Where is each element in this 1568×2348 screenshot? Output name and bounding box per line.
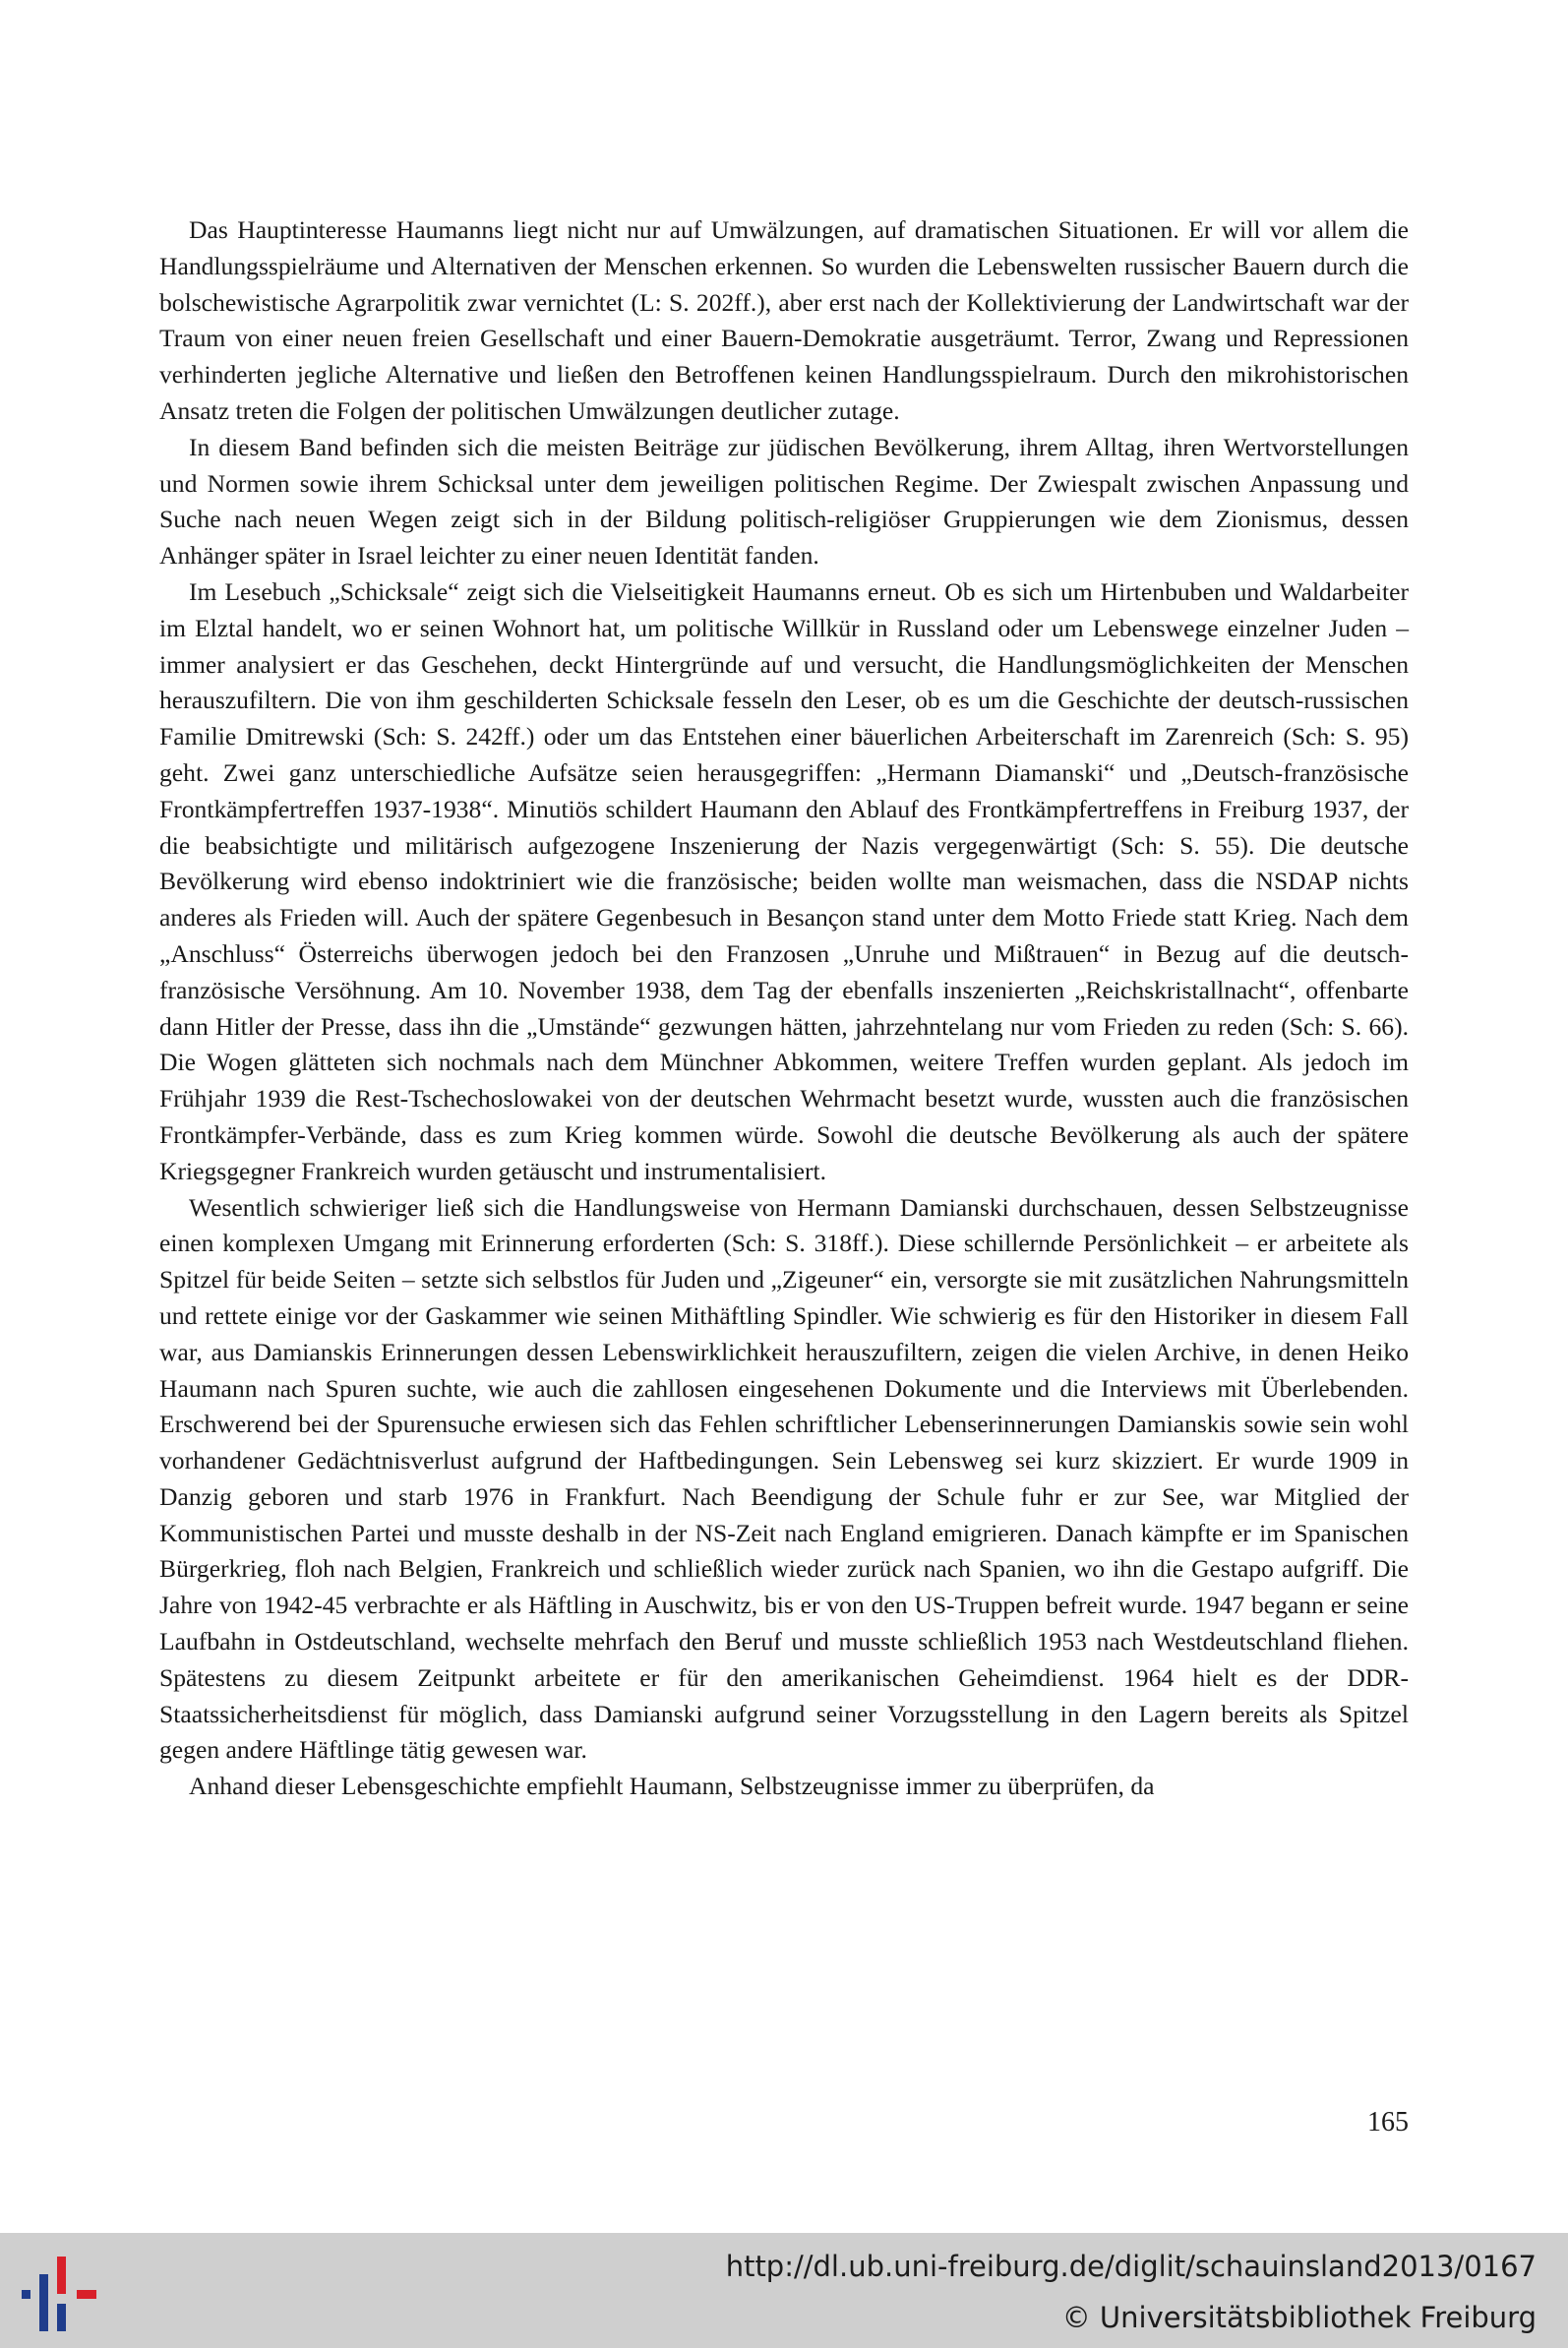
paragraph-2: In diesem Band befinden sich die meisten Beiträge zur jüdischen Bevölkerung, ihrem Alltag, ihren Wertvorstellungen und Normen sowie ihrem Schicksal unter dem jeweiligen politischen Regime. Der Zwiespalt zwischen Anpassung und Suche nach neuen Wegen zeigt sich in der Bildung politisch-religiöser Gruppierungen wie dem Zionismus, dessen Anhänger später in Israel leichter zu einer neuen Identität fanden. — [159, 432, 1409, 571]
paragraph-5: Anhand dieser Lebensgeschichte empfiehlt Haumann, Selbstzeugnisse immer zu überprüfen, da — [189, 1772, 1155, 1801]
footer-copyright: © Universitätsbibliothek Freiburg — [1061, 2301, 1537, 2334]
paragraph-3: Im Lesebuch „Schicksale“ zeigt sich die Vielseitigkeit Haumanns erneut. Ob es sich um Hirtenbuben und Waldarbeiter im Elztal handelt, wo er seinen Wohnort hat, um politische Willkür in Russland oder um Lebenswege einzelner Juden – immer analysiert er das Geschehen, deckt Hintergründe auf und versucht, die Handlungsmöglichkeiten der Menschen herauszufiltern. Die von ihm geschilderten Schicksale fesseln den Leser, ob es um die Geschichte der deutsch-russischen Familie Dmitrewski (Sch: S. 242ff.) oder um das Entstehen einer bäuerlichen Arbeiterschaft im Zarenreich (Sch: S. 95) geht. Zwei ganz unterschiedliche Aufsätze seien herausgegriffen: „Hermann Diamanski“ und „Deutsch-französische Frontkämpfertreffen 1937-1938“. Minutiös schildert Haumann den Ablauf des Frontkämpfertreffens in Freiburg 1937, der die beabsichtigte und militärisch aufgezogene Inszenierung der Nazis vergegenwärtigt (Sch: S. 55). Die deutsche Bevölkerung wird ebenso indoktriniert wie die französische; beiden wollte man weismachen, dass die NSDAP nichts anderes als Frieden will. Auch der spätere Gegenbesuch in Besançon stand unter dem Motto Friede statt Krieg. Nach dem „Anschluss“ Österreichs überwogen jedoch bei den Franzosen „Unruhe und Mißtrauen“ in Bezug auf die deutsch-französische Versöhnung. Am 10. November 1938, dem Tag der ebenfalls inszenierten „Reichskristallnacht“, offenbarte dann Hitler der Presse, dass ihn die „Umstände“ gezwungen hätten, jahrzehntelang nur vom Frieden zu reden (Sch: S. 66). Die Wogen glätteten sich nochmals nach dem Münchner Abkommen, weitere Treffen wurden geplant. Als jedoch im Frühjahr 1939 die Rest-Tschechoslowakei von der deutschen Wehrmacht besetzt wurde, wussten auch die französischen Frontkämpfer-Verbände, dass es zum Krieg kommen würde. Sowohl die deutsche Bevölkerung als auch der spätere Kriegsgegner Frankreich wurden getäuscht und instrumentalisiert. — [159, 576, 1409, 1185]
paragraph-4: Wesentlich schwieriger ließ sich die Handlungsweise von Hermann Damianski durchschauen, dessen Selbstzeugnisse einen komplexen Umgang mit Erinnerung erforderten (Sch: S. 318ff.). Diese schillernde Persönlichkeit – er arbeitete als Spitzel für beide Seiten – setzte sich selbstlos für Juden und „Zigeuner“ ein, versorgte sie mit zusätzlichen Nahrungsmitteln und rettete einige vor der Gaskammer wie seinen Mithäftling Spindler. Wie schwierig es für den Historiker in diesem Fall war, aus Damianskis Erinnerungen dessen Lebenswirklichkeit herauszufiltern, zeigen die vielen Archive, in denen Heiko Haumann nach Spuren suchte, wie auch die zahllosen eingesehenen Dokumente und die Interviews mit Überlebenden. Erschwerend bei der Spurensuche erwiesen sich das Fehlen schriftlicher Lebenserinnerungen Damianskis sowie sein wohl vorhandener Gedächtnisverlust aufgrund der Haftbedingungen. Sein Lebensweg sei kurz skizziert. Er wurde 1909 in Danzig geboren und starb 1976 in Frankfurt. Nach Beendigung der Schule fuhr er zur See, war Mitglied der Kommunistischen Partei und musste deshalb in der NS-Zeit nach England emigrieren. Danach kämpfte er im Spanischen Bürgerkrieg, floh nach Belgien, Frankreich und schließlich wieder zurück nach Spanien, wo ihn die Gestapo aufgriff. Die Jahre von 1942-45 verbrachte er als Häftling in Auschwitz, bis er von den US-Truppen befreit wurde. 1947 begann er seine Laufbahn in Ostdeutschland, wechselte mehrfach den Beruf und musste schließlich 1953 nach Westdeutschland fliehen. Spätestens zu diesem Zeitpunkt arbeitete er für den amerikanischen Geheimdienst. 1964 hielt es der DDR-Staatssicherheitsdienst für möglich, dass Damianski aufgrund seiner Vorzugsstellung in den Lagern bereits als Spitzel gegen andere Häftlinge tätig gewesen war. — [159, 1192, 1409, 1765]
library-logo-icon — [16, 2247, 104, 2335]
footer-band — [0, 2233, 1568, 2348]
body-text — [159, 212, 1409, 1805]
page-number: 165 — [1367, 2107, 1409, 2137]
footer-url-link[interactable]: http://dl.ub.uni-freiburg.de/diglit/schauinsland2013/0167 — [725, 2250, 1537, 2283]
paragraph-1: Das Hauptinteresse Haumanns liegt nicht nur auf Umwälzungen, auf dramatischen Situationen. Er will vor allem die Handlungsspielräume und Alternativen der Menschen erkennen. So wurden die Lebenswelten russischer Bauern durch die bolschewistische Agrarpolitik zwar vernichtet (L: S. 202ff.), aber erst nach der Kollektivierung der Landwirtschaft war der Traum von einer neuen freien Gesellschaft und einer Bauern-Demokratie ausgeträumt. Terror, Zwang und Repressionen verhinderten jegliche Alternative und ließen den Betroffenen keinen Handlungsspielraum. Durch den mikrohistorischen Ansatz treten die Folgen der politischen Umwälzungen deutlicher zutage. — [159, 215, 1409, 425]
